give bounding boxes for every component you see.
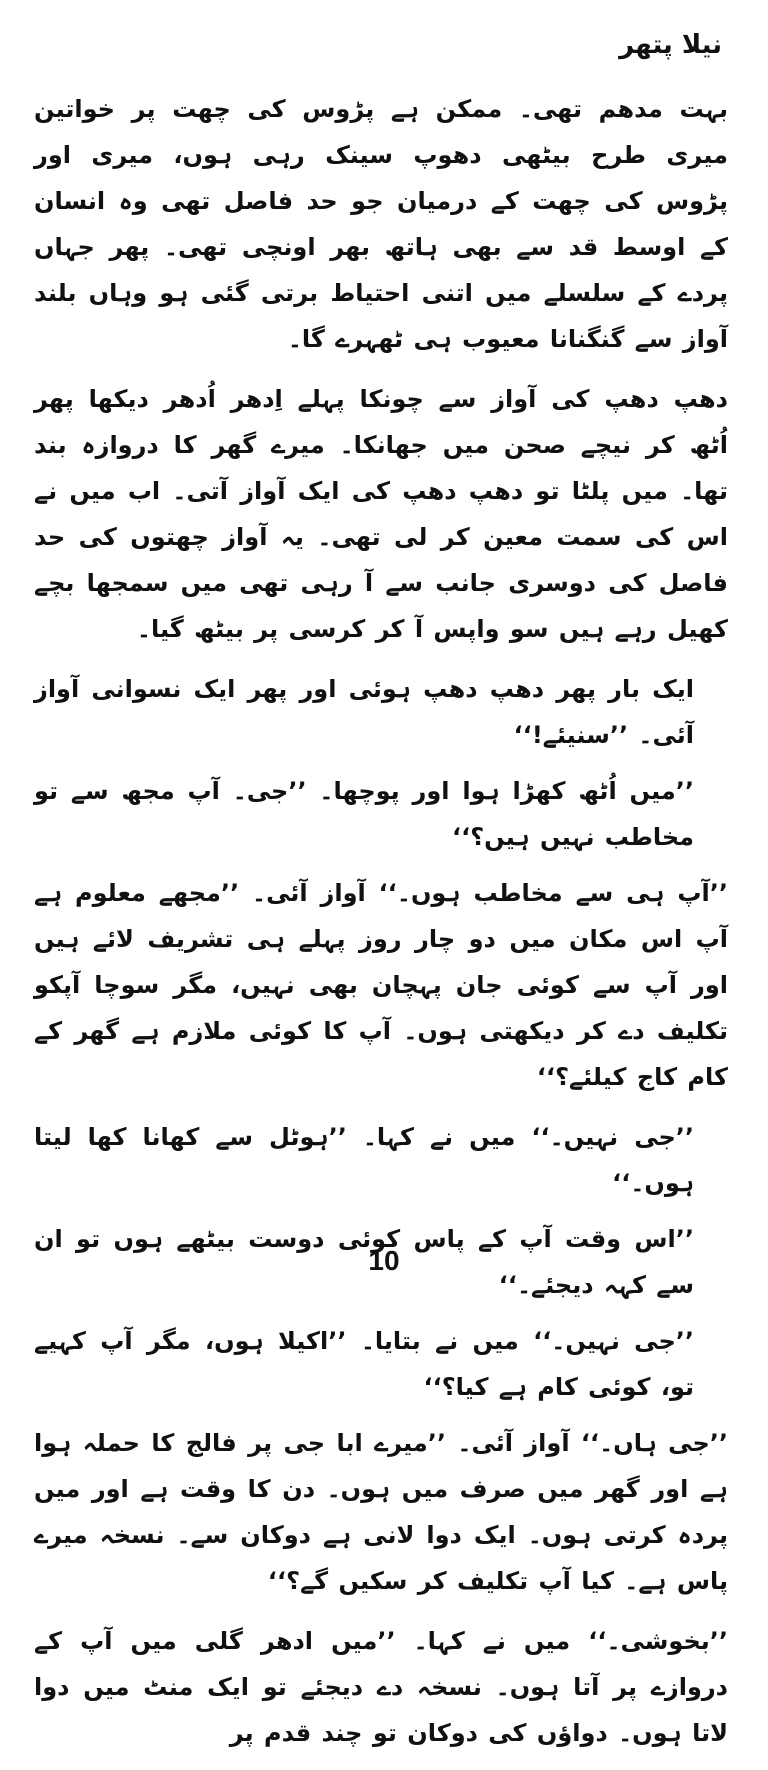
- paragraph-10: ’’بخوشی۔‘‘ میں نے کہا۔ ’’میں ادھر گلی میں آپ کے دروازے پر آتا ہوں۔ نسخہ دے دیجئے تو ایک منٹ میں دوا لاتا ہوں۔ دواؤں کی دوکان تو چند قدم پر: [34, 1627, 728, 1747]
- running-title: نیلا پتھر: [619, 30, 722, 60]
- paragraph-3: ایک بار پھر دھپ دھپ ہوئی اور پھر ایک نسوانی آواز آئی۔ ’’سنیئے!‘‘: [34, 675, 694, 749]
- paragraph-9: ’’جی ہاں۔‘‘ آواز آئی۔ ’’میرے ابا جی پر فالج کا حملہ ہوا ہے اور گھر میں صرف میں ہوں۔ دن کا وقت ہے اور میں پردہ کرتی ہوں۔ ایک دوا لانی ہے دوکان سے۔ نسخہ میرے پاس ہے۔ کیا آپ تکلیف کر سکیں گے؟‘‘: [34, 1429, 728, 1595]
- paragraph-1: بہت مدھم تھی۔ ممکن ہے پڑوس کی چھت پر خواتین میری طرح بیٹھی دھوپ سینک رہی ہوں، میری اور پڑوس کی چھت کے درمیان جو حد فاصل تھی وہ انسان کے اوسط قد سے بھی ہاتھ بھر اونچی تھی۔ پھر جہاں پردے کے سلسلے میں اتنی احتیاط برتی گئی ہو وہاں بلند آواز سے گنگنانا معیوب ہی ٹھہرے گا۔: [34, 95, 728, 353]
- paragraph-6: ’’جی نہیں۔‘‘ میں نے کہا۔ ’’ہوٹل سے کھانا کھا لیتا ہوں۔‘‘: [34, 1123, 694, 1197]
- paragraph-8: ’’جی نہیں۔‘‘ میں نے بتایا۔ ’’اکیلا ہوں، مگر آپ کہیے تو، کوئی کام ہے کیا؟‘‘: [34, 1327, 694, 1401]
- paragraph-2: دھپ دھپ کی آواز سے چونکا پہلے اِدھر اُدھر دیکھا پھر اُٹھ کر نیچے صحن میں جھانکا۔ میرے گھر کا دروازہ بند تھا۔ میں پلٹا تو دھپ دھپ کی ایک آواز آتی۔ اب میں نے اس کی سمت معین کر لی تھی۔ یہ آواز چھتوں کی حد فاصل کی دوسری جانب سے آ رہی تھی میں سمجھا بچے کھیل رہے ہیں سو واپس آ کر کرسی پر بیٹھ گیا۔: [34, 385, 728, 643]
- paragraph-4: ’’میں اُٹھ کھڑا ہوا اور پوچھا۔ ’’جی۔ آپ مجھ سے تو مخاطب نہیں ہیں؟‘‘: [34, 777, 694, 851]
- paragraph-5: ’’آپ ہی سے مخاطب ہوں۔‘‘ آواز آئی۔ ’’مجھے معلوم ہے آپ اس مکان میں دو چار روز پہلے ہی تشریف لائے ہیں اور آپ سے کوئی جان پہچان بھی نہیں، مگر سوچا آپکو تکلیف دے کر دیکھتی ہوں۔ آپ کا کوئی ملازم ہے گھر کے کام کاج کیلئے؟‘‘: [34, 879, 728, 1091]
- page-number: 10: [368, 1245, 400, 1276]
- body-text: [34, 86, 728, 1770]
- paragraph-7: ’’اس وقت آپ کے پاس کوئی دوست بیٹھے ہوں تو ان سے کہہ دیجئے۔‘‘: [34, 1225, 694, 1299]
